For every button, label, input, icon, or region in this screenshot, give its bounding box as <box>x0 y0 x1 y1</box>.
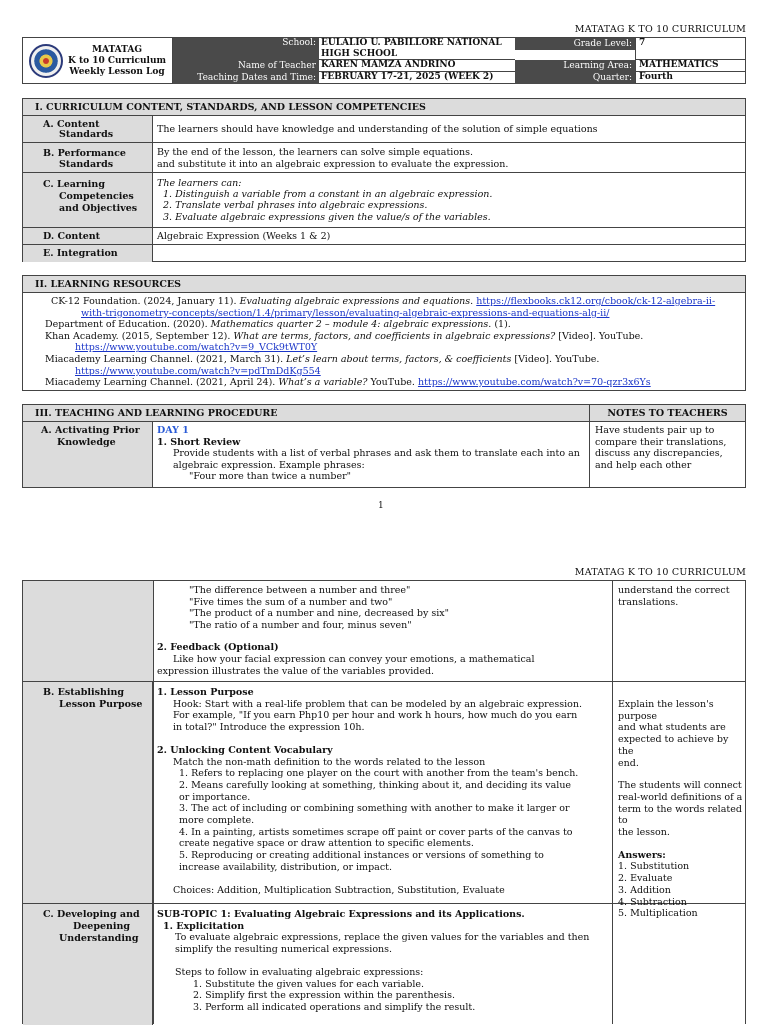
content-standards-row: A. Content Standards The learners should have knowledge and understanding of the solution of simple equations <box>23 116 745 143</box>
page-1 <box>0 0 768 512</box>
teaching-procedure-section <box>22 404 746 488</box>
resource-1-link[interactable]: https://flexbooks.ck12.org/cbook/ck-12-algebra-ii- <box>476 296 716 307</box>
teacher-value: KAREN MAMZA ANDRINO <box>319 60 515 72</box>
curriculum-label-page-2: MATATAG K TO 10 CURRICULUM <box>574 567 746 578</box>
resource-4-link[interactable]: https://www.youtube.com/watch?v=pdTmDdKg554 <box>75 365 321 377</box>
activating-label: A. Activating Prior Knowledge <box>23 422 153 487</box>
notes-title: NOTES TO TEACHERS <box>607 408 728 419</box>
quarter-value: Fourth <box>635 72 745 84</box>
phrases-list: "The difference between a number and three" "Five times the sum of a number and two" "The product of a number and nine, decreased by six" "The ratio of a number and four, minus seven" 2. Feedback (Optional) Like how your facial expression can convey your emotions, a mathematical expression illustrates the value of the variables provided. <box>157 585 535 677</box>
section-3-title: III. TEACHING AND LEARNING PROCEDURE <box>23 405 745 422</box>
teacher-label: Name of Teacher <box>173 60 319 72</box>
developing-label: C. Developing and Deepening Understanding <box>23 904 153 1025</box>
resource-4: Miacademy Learning Channel. (2021, March 31). Let’s learn about terms, factors, & coefficients [Video]. YouTube. <box>45 353 600 365</box>
content-value: Algebraic Expression (Weeks 1 & 2) <box>157 231 331 242</box>
curriculum-section <box>22 98 746 262</box>
grade-value: 7 <box>635 38 745 60</box>
resource-5: Miacademy Learning Channel. (2021, April 24). What’s a variable? YouTube. https://www.youtube.com/watch?v=70-qzr3x6Ys <box>45 377 651 389</box>
establishing-content: 1. Lesson Purpose Hook: Start with a real-life problem that can be modeled by an algebraic expression. For example, "If you earn Php10 per hour and work h hours, how much do you earn in total?" Introduce the expression 10h. 2. Unlocking Content Vocabulary Match the non-math definition to the words related to the lesson 1. Refers to replacing one player on the court with another from the team's bench. 2. Means carefully looking at something, thinking about it, and deciding its value or importance. 3. The act of including or combining something with another to make it larger or more complete. 4. In a painting, artists sometimes scrape off paint or cover parts of the canvas to create negative space or draw attention to specific elements. 5. Reproducing or creating additional instances or versions of something to increase availability, distribution, or impact. Choices: Addition, Multiplication Subtraction, Substitution, Evaluate <box>157 687 582 896</box>
resource-1-link-cont[interactable]: with-trigonometry-concepts/section/1.4/primary/lesson/evaluating-algebraic-expressions-and-equations-alg-ii/ <box>81 307 610 319</box>
dates-row <box>173 72 745 84</box>
dates-label: Teaching Dates and Time: <box>173 72 319 84</box>
competencies-row: C. Learning Competencies and Objectives The learners can: 1. Distinguish a variable from a constant in an algebraic expression. 2. Translate verbal phrases into algebraic expressions. 3. Evaluate algebraic expressions given the value/s of the variables. <box>23 173 745 228</box>
school-label: School: <box>173 38 319 60</box>
developing-row <box>23 904 745 1025</box>
section-1-title: I. CURRICULUM CONTENT, STANDARDS, AND LESSON COMPETENCIES <box>23 99 745 116</box>
developing-content: SUB-TOPIC 1: Evaluating Algebraic Expressions and its Applications. 1. Explicitation To evaluate algebraic expressions, replace the given values for the variables and then simplify the resulting numerical expressions. Steps to follow in evaluating algebraic expressions: 1. Substitute the given values for each variable. 2. Simplify first the expression within the parenthesis. 3. Perform all indicated operations and simplify the result. <box>157 909 590 1013</box>
continued-notes: understand the correct translations. <box>618 585 730 608</box>
header-table <box>22 37 746 84</box>
school-row <box>173 38 745 60</box>
quarter-label: Quarter: <box>515 72 635 84</box>
integration-row: E. Integration <box>23 245 745 262</box>
resource-1: CK-12 Foundation. (2024, January 11). Evaluating algebraic expressions and equations. https://flexbooks.ck12.org/cbook/ck-12-algebra-ii- <box>51 296 716 307</box>
resource-2: Department of Education. (2020). Mathematics quarter 2 – module 4: algebraic expressions. (1). <box>45 319 511 331</box>
area-value: MATHEMATICS <box>635 60 745 72</box>
activating-row-continued <box>23 581 745 682</box>
activating-content: DAY 1 1. Short Review Provide students with a list of verbal phrases and ask them to translate each into an algebraic expression. Example phrases: "Four more than twice a number" <box>157 425 587 483</box>
dates-value: FEBRUARY 17-21, 2025 (WEEK 2) <box>321 72 494 82</box>
performance-standards-row: B. Performance Standards By the end of the lesson, the learners can solve simple equations. and substitute it into an algebraic expression to evaluate the expression. <box>23 143 745 173</box>
establishing-row <box>23 682 745 920</box>
competencies-value: The learners can: 1. Distinguish a variable from a constant in an algebraic expression. 2. Translate verbal phrases into algebraic expressions. 3. Evaluate algebraic expressions given the value/s of the variables. <box>157 178 493 223</box>
establishing-label: B. Establishing Lesson Purpose <box>23 682 153 903</box>
grade-label: Grade Level: <box>515 38 635 50</box>
performance-standards-value: By the end of the lesson, the learners can solve simple equations. and substitute it into an algebraic expression to evaluate the expression. <box>157 147 509 170</box>
procedure-table-continued <box>22 580 746 1024</box>
content-row: D. Content Algebraic Expression (Weeks 1 & 2) <box>23 228 745 245</box>
logo-cell <box>23 38 173 83</box>
area-label: Learning Area: <box>515 60 635 72</box>
school-value: EULALIO U. PABILLORE NATIONAL HIGH SCHOOL <box>319 38 515 60</box>
resource-5-link[interactable]: https://www.youtube.com/watch?v=70-qzr3x6Ys <box>417 377 651 389</box>
resources-list <box>45 296 735 389</box>
resource-3-link[interactable]: https://www.youtube.com/watch?v=9_VCk9tWT0Y <box>75 342 318 354</box>
teacher-row <box>173 60 745 72</box>
resource-3: Khan Academy. (2015, September 12). What are terms, factors, and coefficients in algebraic expressions? [Video]. YouTube. <box>45 330 644 342</box>
curriculum-label: MATATAG K TO 10 CURRICULUM <box>574 24 746 35</box>
establishing-notes: Explain the lesson's purpose and what students are expected to achieve by the end. The students will connect real-world definitions of a term to the words related to the lesson. Answers: 1. Substitution 2. Evaluate 3. Addition 4. Subtraction 5. Multiplication <box>618 699 743 920</box>
day-1-label: DAY 1 <box>157 425 189 436</box>
page-number: 1 <box>378 501 384 511</box>
section-2-title: II. LEARNING RESOURCES <box>23 276 745 293</box>
activating-notes: Have students pair up to compare their translations, discuss any discrepancies, and help each other <box>595 425 727 471</box>
content-standards-value: The learners should have knowledge and understanding of the solution of simple equations <box>157 124 598 135</box>
learning-resources-section <box>22 275 746 391</box>
logo-text: MATATAG K to 10 Curriculum Weekly Lesson Log <box>67 45 167 77</box>
deped-seal-icon <box>29 44 63 78</box>
